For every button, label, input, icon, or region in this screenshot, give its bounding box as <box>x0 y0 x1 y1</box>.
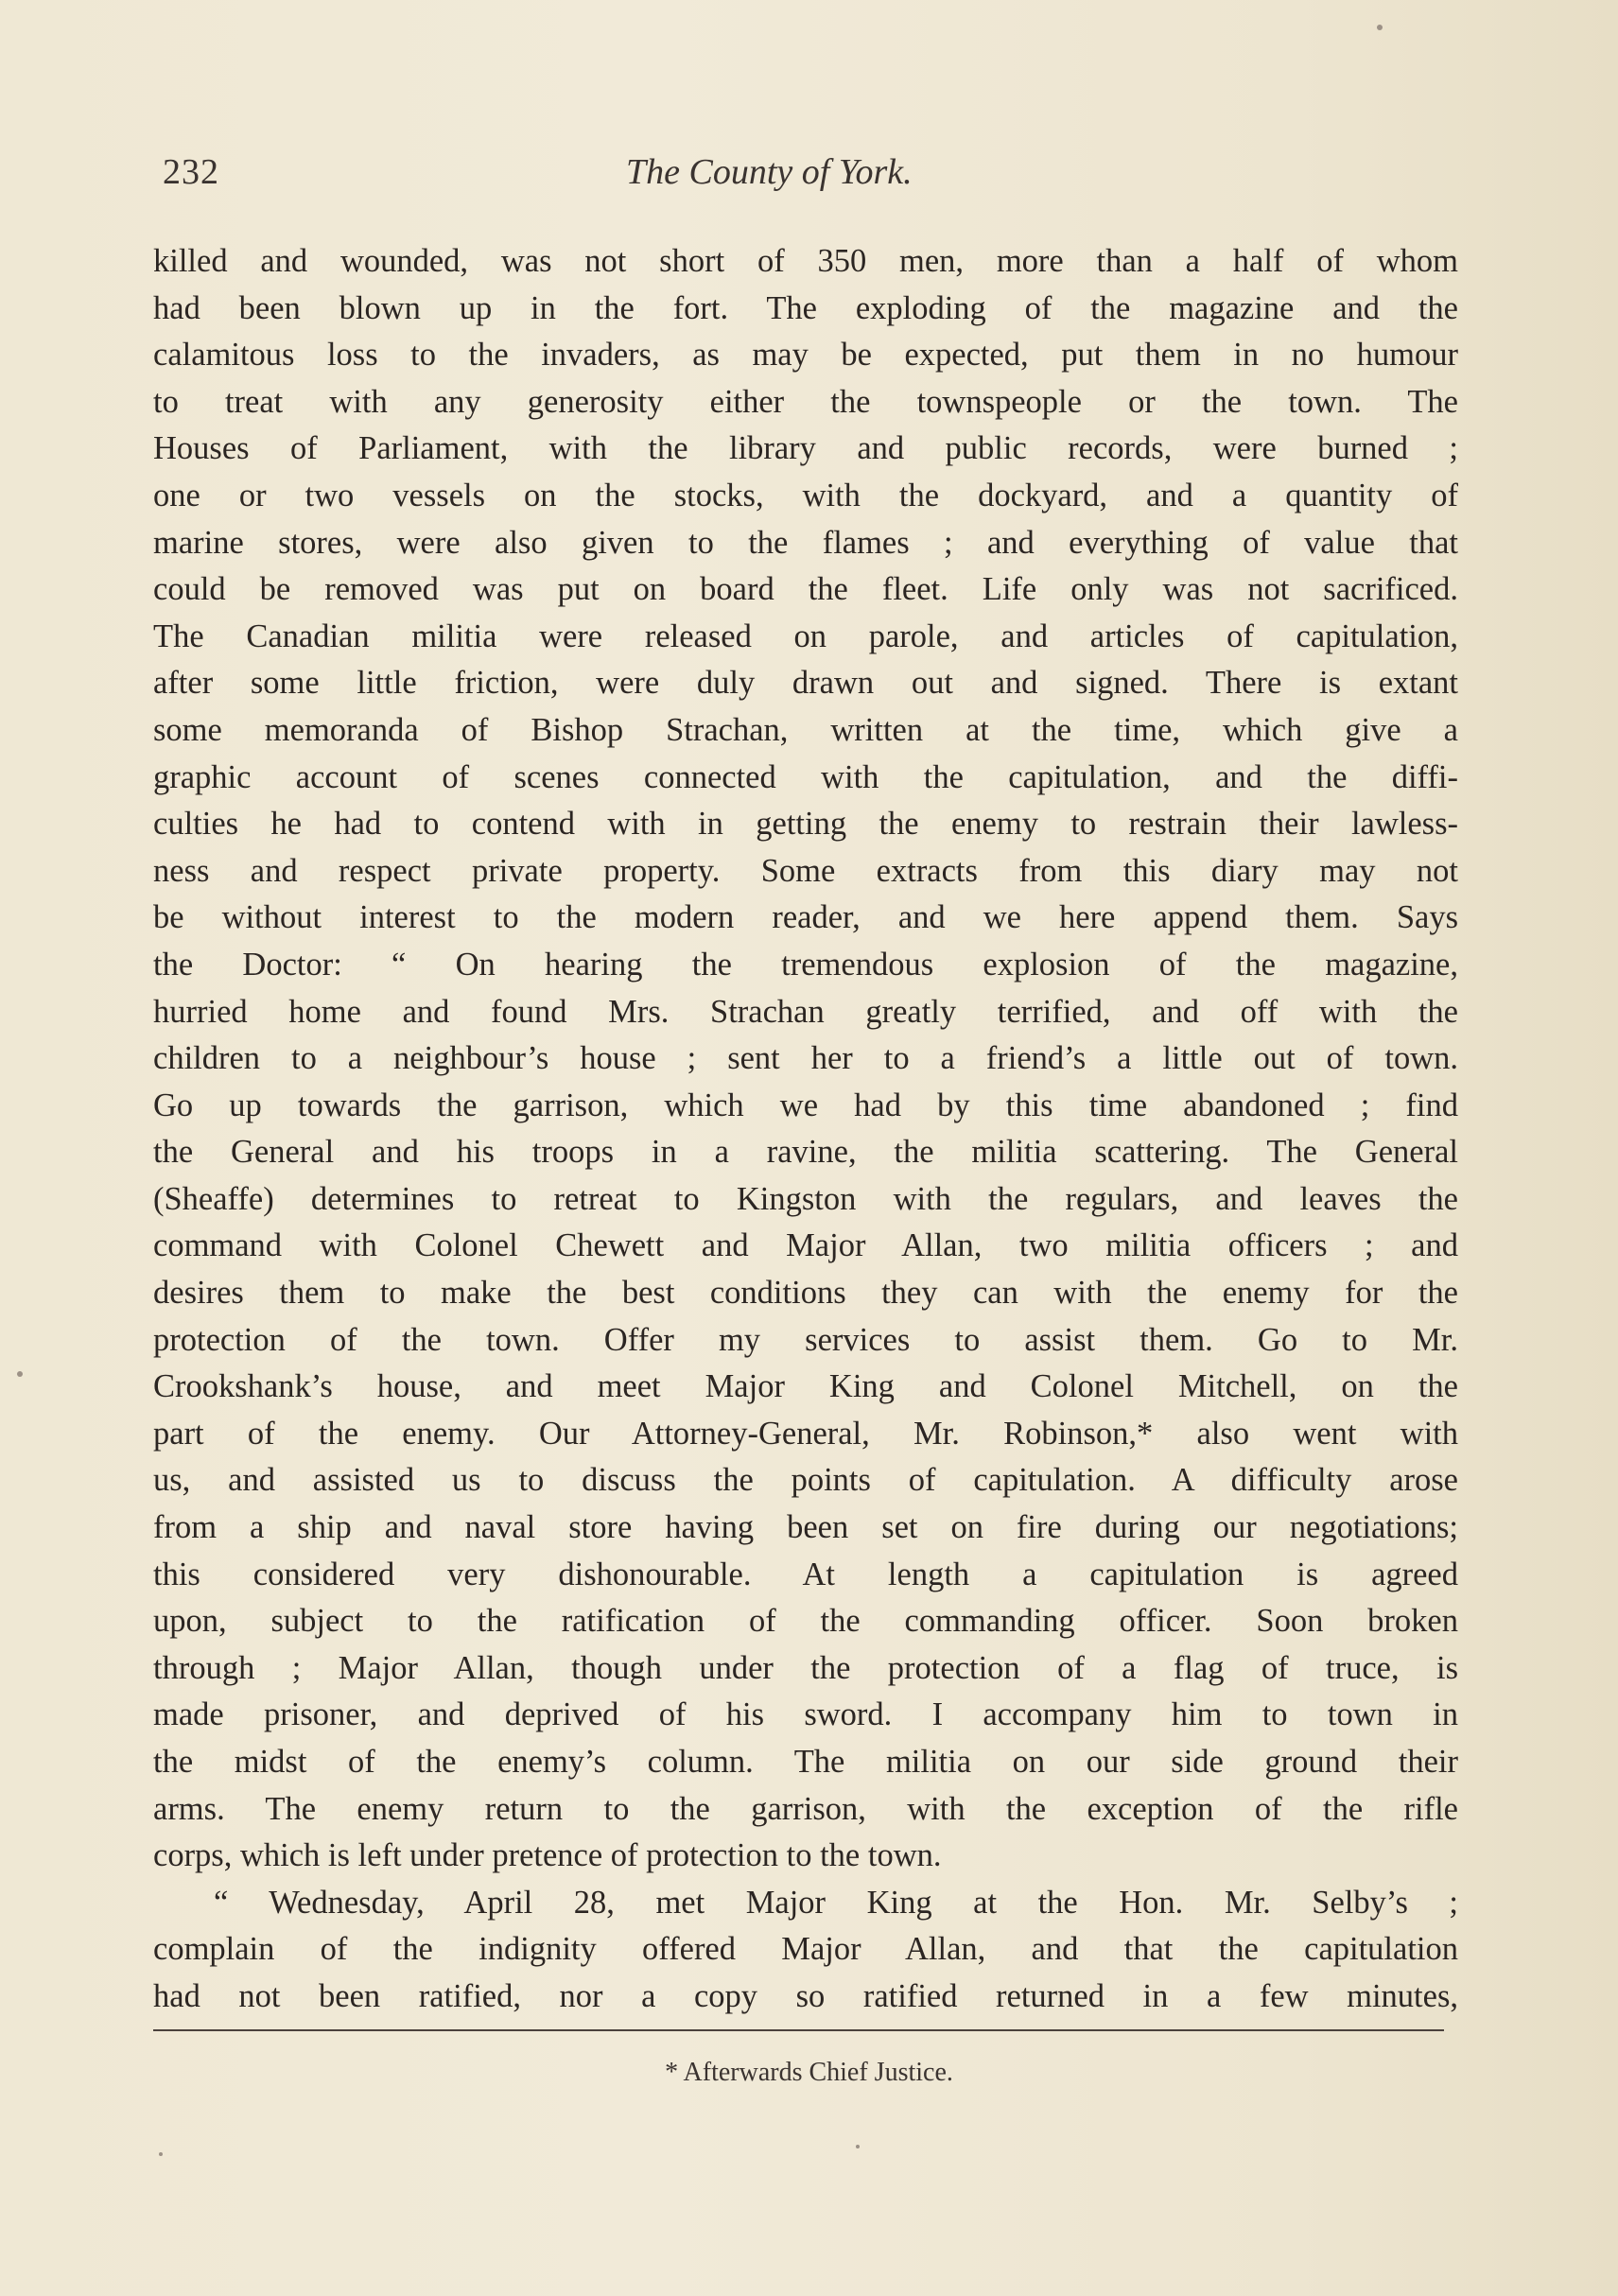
text-line: killed and wounded, was not short of 350 men, more than a half of whom <box>153 243 1458 279</box>
text-line: (Sheaffe) determines to retreat to Kingston with the regulars, and leaves the <box>153 1180 1458 1217</box>
text-line: “ Wednesday, April 28, met Major King at the Hon. Mr. Selby’s ; <box>214 1884 1458 1921</box>
paper-speck <box>856 2145 860 2148</box>
text-line: marine stores, were also given to the flames ; and everything of value that <box>153 524 1458 561</box>
text-line: complain of the indignity offered Major Allan, and that the capitulation <box>153 1931 1458 1968</box>
text-line: this considered very dishonourable. At length a capitulation is agreed <box>153 1556 1458 1592</box>
text-line: us, and assisted us to discuss the points of capitulation. A difficulty arose <box>153 1462 1458 1499</box>
text-line: one or two vessels on the stocks, with the dockyard, and a quantity of <box>153 477 1458 513</box>
footnote-rule <box>153 2029 1444 2031</box>
text-line: graphic account of scenes connected with the capitulation, and the diffi- <box>153 758 1458 795</box>
text-line: Crookshank’s house, and meet Major King and Colonel Mitchell, on the <box>153 1368 1458 1405</box>
footnote: * Afterwards Chief Justice. <box>665 2058 953 2087</box>
text-line: made prisoner, and deprived of his sword. I accompany him to town in <box>153 1696 1458 1733</box>
body-text <box>153 238 1458 2021</box>
text-line: from a ship and naval store having been set on fire during our negotiations; <box>153 1509 1458 1546</box>
paper-speck <box>17 1371 23 1377</box>
paper-speck <box>159 2152 163 2156</box>
text-line: the General and his troops in a ravine, the militia scattering. The General <box>153 1134 1458 1171</box>
text-line: upon, subject to the ratification of the commanding officer. Soon broken <box>153 1603 1458 1640</box>
text-line: had been blown up in the fort. The exploding of the magazine and the <box>153 289 1458 326</box>
page-header <box>163 151 1449 199</box>
text-line: culties he had to contend with in getting the enemy to restrain their lawless- <box>153 806 1458 843</box>
text-line: the Doctor: “ On hearing the tremendous explosion of the magazine, <box>153 946 1458 983</box>
text-line: protection of the town. Offer my services to assist them. Go to Mr. <box>153 1321 1458 1358</box>
text-line: hurried home and found Mrs. Strachan greatly terrified, and off with the <box>153 993 1458 1030</box>
text-line: Houses of Parliament, with the library and public records, were burned ; <box>153 430 1458 467</box>
paper-speck <box>1377 25 1383 30</box>
text-line: The Canadian militia were released on parole, and articles of capitulation, <box>153 617 1458 654</box>
text-line: the midst of the enemy’s column. The militia on our side ground their <box>153 1744 1458 1780</box>
text-line: command with Colonel Chewett and Major Allan, two militia officers ; and <box>153 1227 1458 1264</box>
text-line: some memoranda of Bishop Strachan, written at the time, which give a <box>153 711 1458 748</box>
text-line: desires them to make the best conditions they can with the enemy for the <box>153 1275 1458 1312</box>
text-line: arms. The enemy return to the garrison, with the exception of the rifle <box>153 1790 1458 1827</box>
text-line: after some little friction, were duly drawn out and signed. There is extant <box>153 665 1458 702</box>
text-line: to treat with any generosity either the townspeople or the town. The <box>153 383 1458 420</box>
text-line: children to a neighbour’s house ; sent her to a friend’s a little out of town. <box>153 1040 1458 1077</box>
text-line: corps, which is left under pretence of protection to the town. <box>153 1837 942 1874</box>
text-line: had not been ratified, nor a copy so ratified returned in a few minutes, <box>153 1977 1458 2014</box>
running-title: The County of York. <box>626 152 913 192</box>
page-number: 232 <box>163 152 219 192</box>
text-line: calamitous loss to the invaders, as may be expected, put them in no humour <box>153 337 1458 374</box>
text-line: be without interest to the modern reader, and we here append them. Says <box>153 899 1458 936</box>
text-line: through ; Major Allan, though under the protection of a flag of truce, is <box>153 1649 1458 1686</box>
text-line: part of the enemy. Our Attorney-General, Mr. Robinson,* also went with <box>153 1415 1458 1452</box>
text-line: Go up towards the garrison, which we had by this time abandoned ; find <box>153 1087 1458 1123</box>
text-line: could be removed was put on board the fleet. Life only was not sacrificed. <box>153 571 1458 608</box>
text-line: ness and respect private property. Some extracts from this diary may not <box>153 852 1458 889</box>
